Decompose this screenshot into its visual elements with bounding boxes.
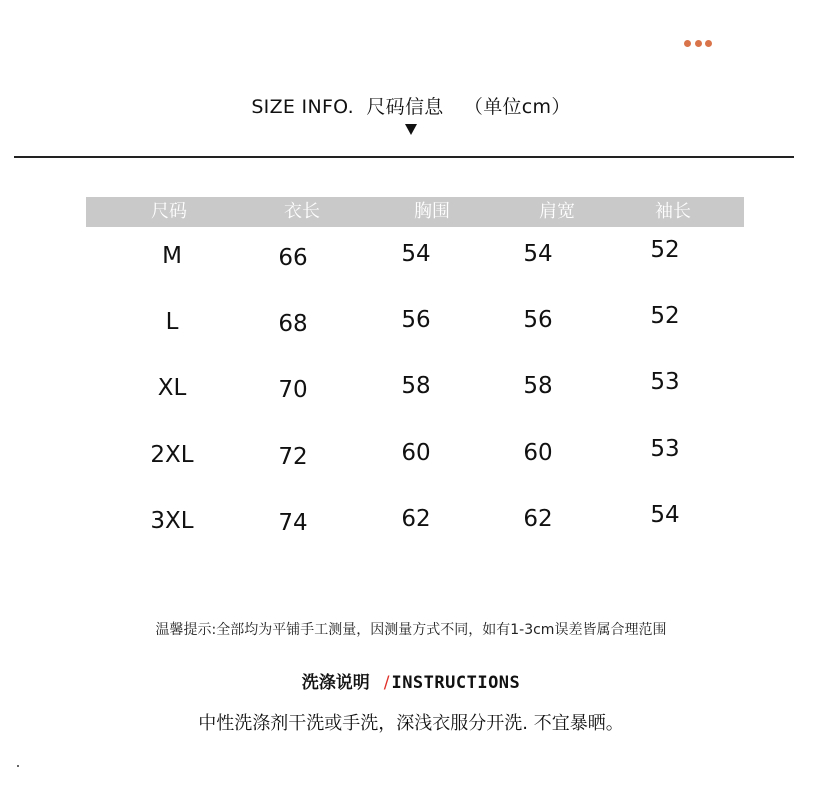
washing-title: [0, 668, 822, 693]
cell-shoulder: 54: [523, 241, 553, 267]
cell-shoulder: 58: [523, 373, 553, 399]
table-row: [86, 502, 744, 548]
cell-size: 2XL: [150, 442, 194, 468]
cell-chest: 56: [401, 307, 431, 333]
measurement-notice: 温馨提示:全部均为平铺手工测量，因测量方式不同，如有1-3cm误差皆属合理范围: [155, 622, 667, 638]
cell-length: 66: [278, 245, 308, 271]
washing-title-cn: 洗涤说明: [301, 673, 370, 693]
stray-dot: [17, 765, 19, 767]
more-options-icon[interactable]: [684, 38, 712, 48]
cell-sleeve: 52: [650, 303, 680, 329]
page-title: [0, 92, 822, 119]
cell-sleeve: 53: [650, 436, 680, 462]
cell-shoulder: 62: [523, 506, 553, 532]
table-row: [86, 436, 744, 482]
title-slash: /: [383, 673, 390, 693]
size-table: [86, 197, 744, 536]
cell-length: 74: [278, 510, 308, 536]
cell-length: 68: [278, 311, 308, 337]
more-dot: [705, 40, 712, 47]
cell-chest: 62: [401, 506, 431, 532]
cell-sleeve: 53: [650, 369, 680, 395]
title-unit: （单位cm）: [463, 96, 571, 118]
cell-chest: 58: [401, 373, 431, 399]
column-header-sleeve: 袖长: [655, 201, 691, 222]
column-header-size: 尺码: [151, 201, 187, 222]
cell-size: L: [165, 309, 179, 335]
more-dot: [695, 40, 702, 47]
divider-line: [14, 156, 794, 158]
more-dot: [684, 40, 691, 47]
cell-sleeve: 54: [650, 502, 680, 528]
cell-shoulder: 60: [523, 440, 553, 466]
cell-length: 72: [278, 444, 308, 470]
column-header-chest: 胸围: [414, 201, 450, 222]
table-row: [86, 303, 744, 349]
cell-size: 3XL: [150, 508, 194, 534]
cell-shoulder: 56: [523, 307, 553, 333]
title-chinese: 尺码信息: [366, 96, 444, 118]
column-header-shoulder: 肩宽: [539, 201, 575, 222]
cell-chest: 60: [401, 440, 431, 466]
table-row: [86, 237, 744, 283]
washing-instructions: 中性洗涤剂干洗或手洗，深浅衣服分开洗. 不宜暴晒。: [198, 713, 624, 734]
table-row: [86, 369, 744, 415]
cell-chest: 54: [401, 241, 431, 267]
cell-length: 70: [278, 377, 308, 403]
washing-title-en: INSTRUCTIONS: [391, 673, 521, 693]
column-header-length: 衣长: [284, 201, 320, 222]
title-english: SIZE INFO.: [251, 96, 355, 118]
cell-size: XL: [157, 375, 187, 401]
cell-size: M: [162, 243, 182, 269]
cell-sleeve: 52: [650, 237, 680, 263]
table-header: [86, 197, 744, 227]
down-arrow-icon: [405, 124, 417, 135]
